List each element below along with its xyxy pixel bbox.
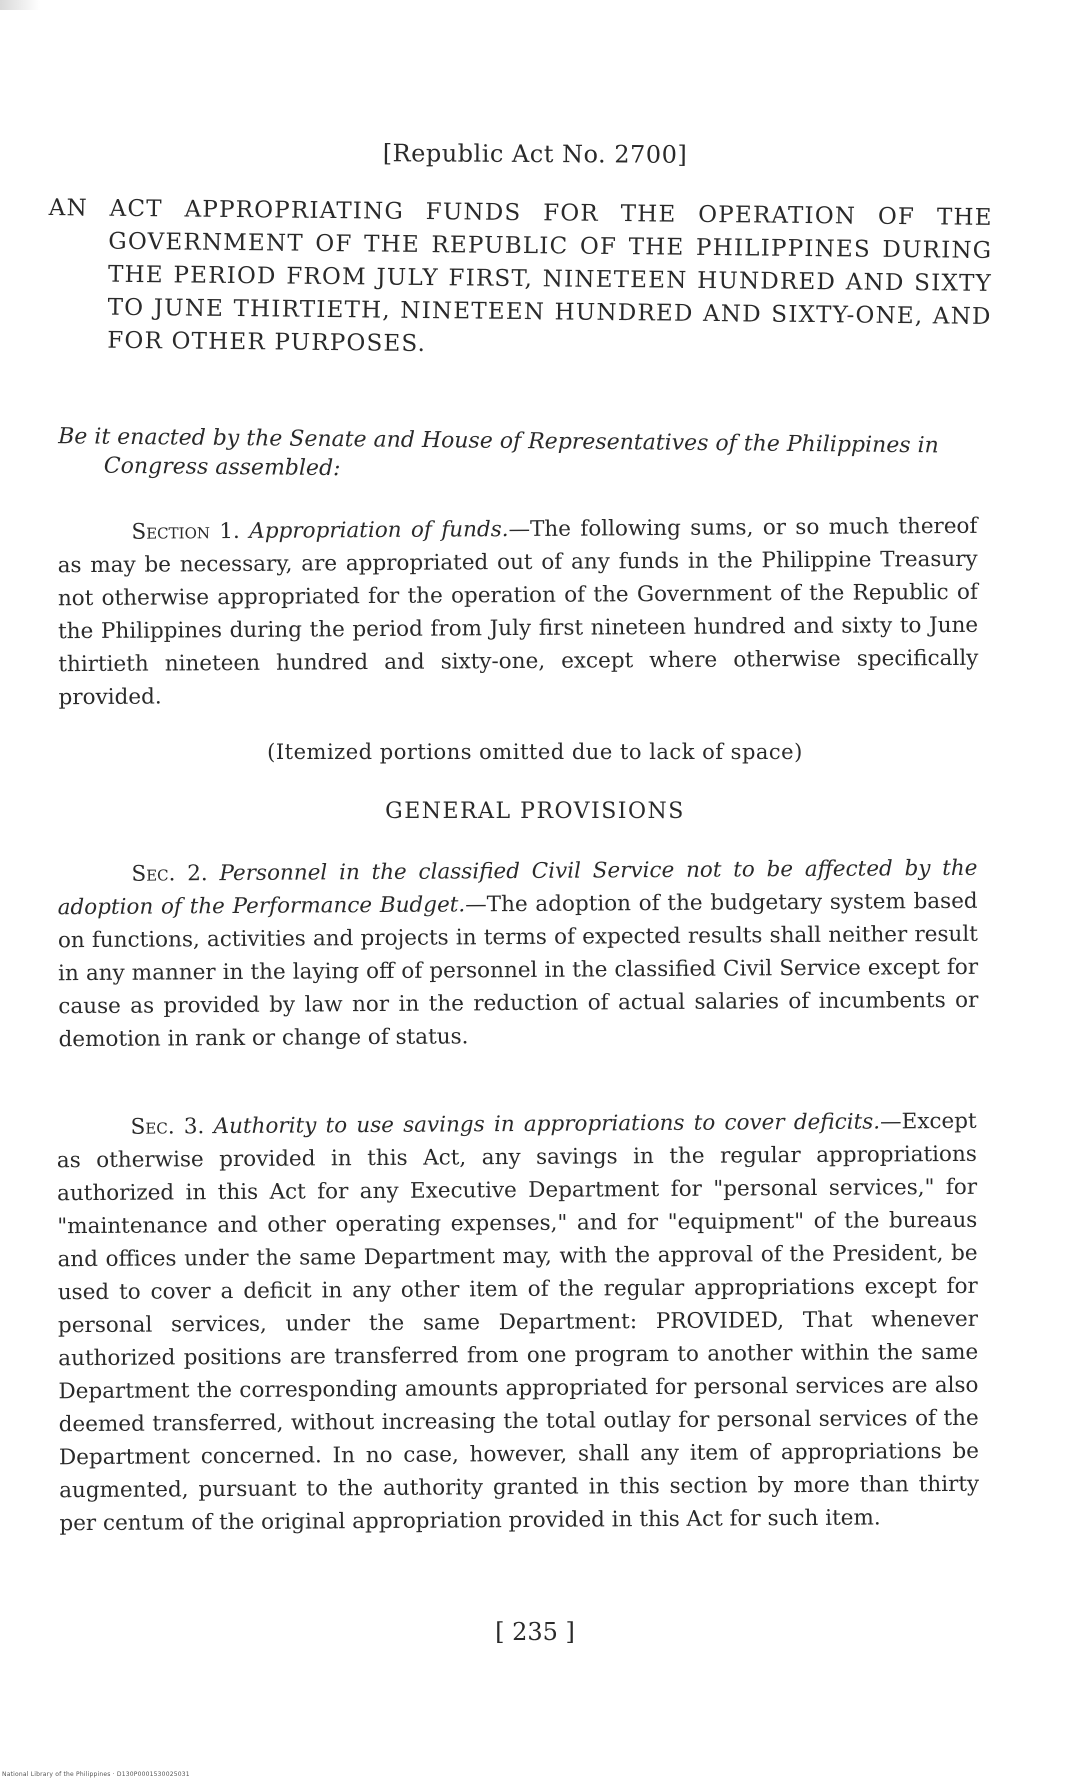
footer-credit: National Library of the Philippines · D130P0001530025031 (2, 1771, 190, 1778)
general-provisions-heading: GENERAL PROVISIONS (385, 799, 685, 824)
act-title-lead: AN ACT (48, 195, 163, 223)
section-3 (57, 1105, 980, 1540)
enacting-clause (58, 422, 979, 490)
enacting-clause-text: by the Senate and House of Representatives of the Philippines in Congress assembled: (103, 425, 939, 482)
section-2-label: Sec. 2. (131, 861, 208, 887)
republic-act-number: [Republic Act No. 2700] (382, 139, 688, 169)
section-1 (57, 510, 978, 714)
section-1-body: —The following sums, or so much thereof as may be necessary, are appropriated out of any funds in the Philippine Treasury not otherwise appropriated for the operation of the Government of the Republic of the Philippines during the period from July first nineteen hundred and sixty to June thirtieth nineteen hundred and sixty-one, except where otherwise specifically provided. (57, 513, 979, 711)
section-1-label: Section 1. (131, 518, 240, 545)
scan-edge-shadow (0, 0, 40, 10)
section-3-label: Sec. 3. (130, 1114, 205, 1140)
section-2-heading: Personnel in the classified Civil Service not to be affected by the adoption of the Performance Budget. (57, 855, 978, 921)
section-3-body: —Except as otherwise provided in this Act, any savings in the regular appropriations authorized in this Act for any Executive Department for "personal services," for "maintenance and other operating expenses," and for "equipment" of the bureaus and offices under the same Department may, with the approval of the President, be used to cover a deficit in any other item of the regular appropriations except for personal services, under the same Department: PROVIDED, That whenever authorized positions are transferred from one program to another within the same Department the corresponding amounts appropriated for personal services are also deemed transferred, without increasing the total outlay for personal services of the Department concerned. In no case, however, shall any item of appropriations be augmented, pursuant to the authority granted in this section by more than thirty per centum of the original appropriation provided in this Act for such item. (56, 1108, 980, 1537)
omitted-note: (Itemized portions omitted due to lack of space) (267, 740, 803, 764)
section-2 (57, 852, 978, 1056)
act-title-text: APPROPRIATING FUNDS FOR THE OPERATION OF THE GOVERNMENT OF THE REPUBLIC OF THE PHILIPPINES DURING THE PERIOD FROM JULY FIRST, NINETEEN HUNDRED AND SIXTY TO JUNE THIRTIETH, NINETEEN HUNDRED AND SIXTY-ONE, AND FOR OTHER PURPOSES. (107, 196, 993, 358)
act-title (47, 192, 993, 367)
section-1-heading: Appropriation of funds. (249, 517, 509, 544)
section-3-heading: Authority to use savings in appropriations to cover deficits. (213, 1109, 881, 1140)
page-number: [ 235 ] (495, 1618, 575, 1646)
enacting-clause-lead: Be it enacted (58, 424, 206, 451)
section-2-body: —The adoption of the budgetary system based on functions, activities and projects in terms of expected results shall neither result in any manner in the laying off of personnel in the classified Civil Service except for cause as provided by law nor in the reduction of actual salaries of incumbents or demotion in rank or change of status. (57, 888, 979, 1053)
